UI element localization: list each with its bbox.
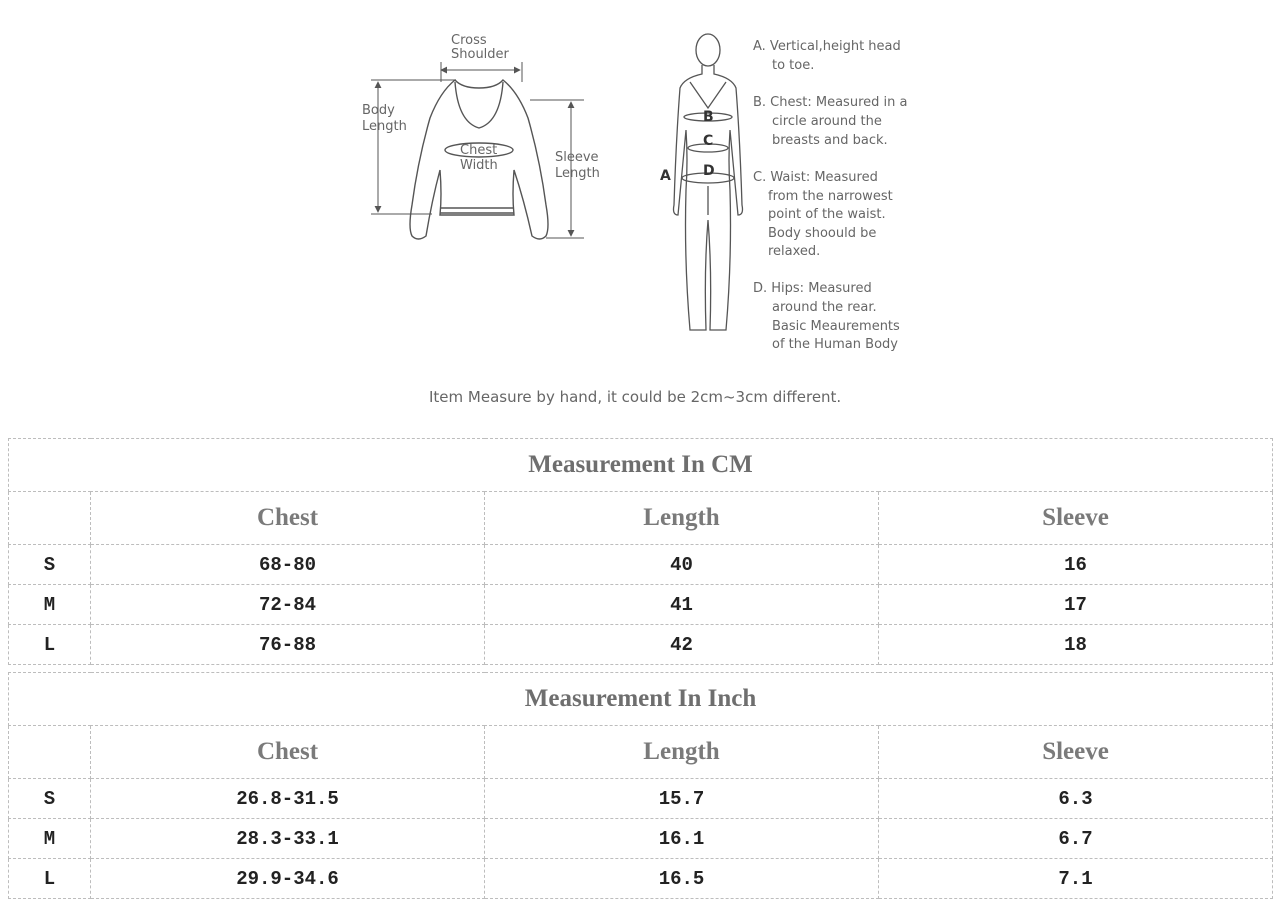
table-cell: 26.8-31.5 xyxy=(91,779,485,819)
svg-text:B. Chest: Measured in a: B. Chest: Measured in a xyxy=(753,95,908,110)
table-row xyxy=(9,819,1273,859)
table-title-row xyxy=(9,439,1273,492)
svg-text:circle around the: circle around the xyxy=(772,114,882,129)
table-title-row xyxy=(9,673,1273,726)
table-cell: 28.3-33.1 xyxy=(91,819,485,859)
header-cell: Sleeve xyxy=(879,726,1273,779)
svg-text:of the Human Body: of the Human Body xyxy=(772,337,898,352)
svg-text:Width: Width xyxy=(460,158,498,173)
table-cell: 29.9-34.6 xyxy=(91,859,485,899)
table-row xyxy=(9,779,1273,819)
measure-note: Item Measure by hand, it could be 2cm~3cm different. xyxy=(429,388,842,406)
svg-text:Shoulder: Shoulder xyxy=(451,47,509,62)
measurement-diagram xyxy=(0,0,1280,432)
svg-text:point of the waist.: point of the waist. xyxy=(768,207,886,222)
size-label: L xyxy=(9,859,91,899)
table-header-row xyxy=(9,726,1273,779)
table-cell: 6.7 xyxy=(879,819,1273,859)
table-row xyxy=(9,545,1273,585)
header-cell xyxy=(9,492,91,545)
svg-text:C: C xyxy=(703,133,714,149)
size-table-inch xyxy=(8,672,1273,899)
table-cell: 18 xyxy=(879,625,1273,665)
header-cell: Chest xyxy=(91,726,485,779)
table-row xyxy=(9,585,1273,625)
header-cell: Length xyxy=(485,492,879,545)
svg-text:Body: Body xyxy=(362,103,395,118)
header-cell: Chest xyxy=(91,492,485,545)
svg-text:Cross: Cross xyxy=(451,33,487,48)
table-cell: 76-88 xyxy=(91,625,485,665)
svg-text:D. Hips: Measured: D. Hips: Measured xyxy=(753,281,872,296)
svg-text:D: D xyxy=(703,163,715,179)
svg-text:Chest: Chest xyxy=(460,143,498,158)
table-cell: 17 xyxy=(879,585,1273,625)
table-title: Measurement In Inch xyxy=(9,673,1273,726)
table-cell: 16.5 xyxy=(485,859,879,899)
size-label: M xyxy=(9,819,91,859)
table-cell: 68-80 xyxy=(91,545,485,585)
size-label: L xyxy=(9,625,91,665)
size-label: S xyxy=(9,779,91,819)
svg-text:C. Waist: Measured: C. Waist: Measured xyxy=(753,170,878,185)
svg-text:Body shoould be: Body shoould be xyxy=(768,226,877,241)
table-cell: 72-84 xyxy=(91,585,485,625)
table-cell: 6.3 xyxy=(879,779,1273,819)
svg-text:Basic Meaurements: Basic Meaurements xyxy=(772,319,900,334)
table-row xyxy=(9,859,1273,899)
header-cell: Length xyxy=(485,726,879,779)
svg-text:from the narrowest: from the narrowest xyxy=(768,189,893,204)
header-cell: Sleeve xyxy=(879,492,1273,545)
body-figure xyxy=(674,34,743,330)
svg-text:B: B xyxy=(703,109,714,125)
table-header-row xyxy=(9,492,1273,545)
table-cell: 40 xyxy=(485,545,879,585)
size-label: M xyxy=(9,585,91,625)
table-cell: 42 xyxy=(485,625,879,665)
svg-text:Length: Length xyxy=(555,166,600,181)
svg-text:relaxed.: relaxed. xyxy=(768,244,821,259)
garment-labels xyxy=(362,33,600,181)
size-table-cm xyxy=(8,438,1273,665)
svg-text:to toe.: to toe. xyxy=(772,58,815,73)
table-cell: 16.1 xyxy=(485,819,879,859)
table-cell: 16 xyxy=(879,545,1273,585)
svg-text:around the rear.: around the rear. xyxy=(772,300,877,315)
table-cell: 41 xyxy=(485,585,879,625)
table-title: Measurement In CM xyxy=(9,439,1273,492)
measurement-instructions xyxy=(753,39,907,352)
size-label: S xyxy=(9,545,91,585)
svg-text:Length: Length xyxy=(362,119,407,134)
svg-text:A. Vertical,height head: A. Vertical,height head xyxy=(753,39,901,54)
svg-text:A: A xyxy=(660,168,671,184)
table-cell: 15.7 xyxy=(485,779,879,819)
table-cell: 7.1 xyxy=(879,859,1273,899)
svg-text:breasts and back.: breasts and back. xyxy=(772,133,888,148)
header-cell xyxy=(9,726,91,779)
table-row xyxy=(9,625,1273,665)
svg-text:Sleeve: Sleeve xyxy=(555,150,599,165)
